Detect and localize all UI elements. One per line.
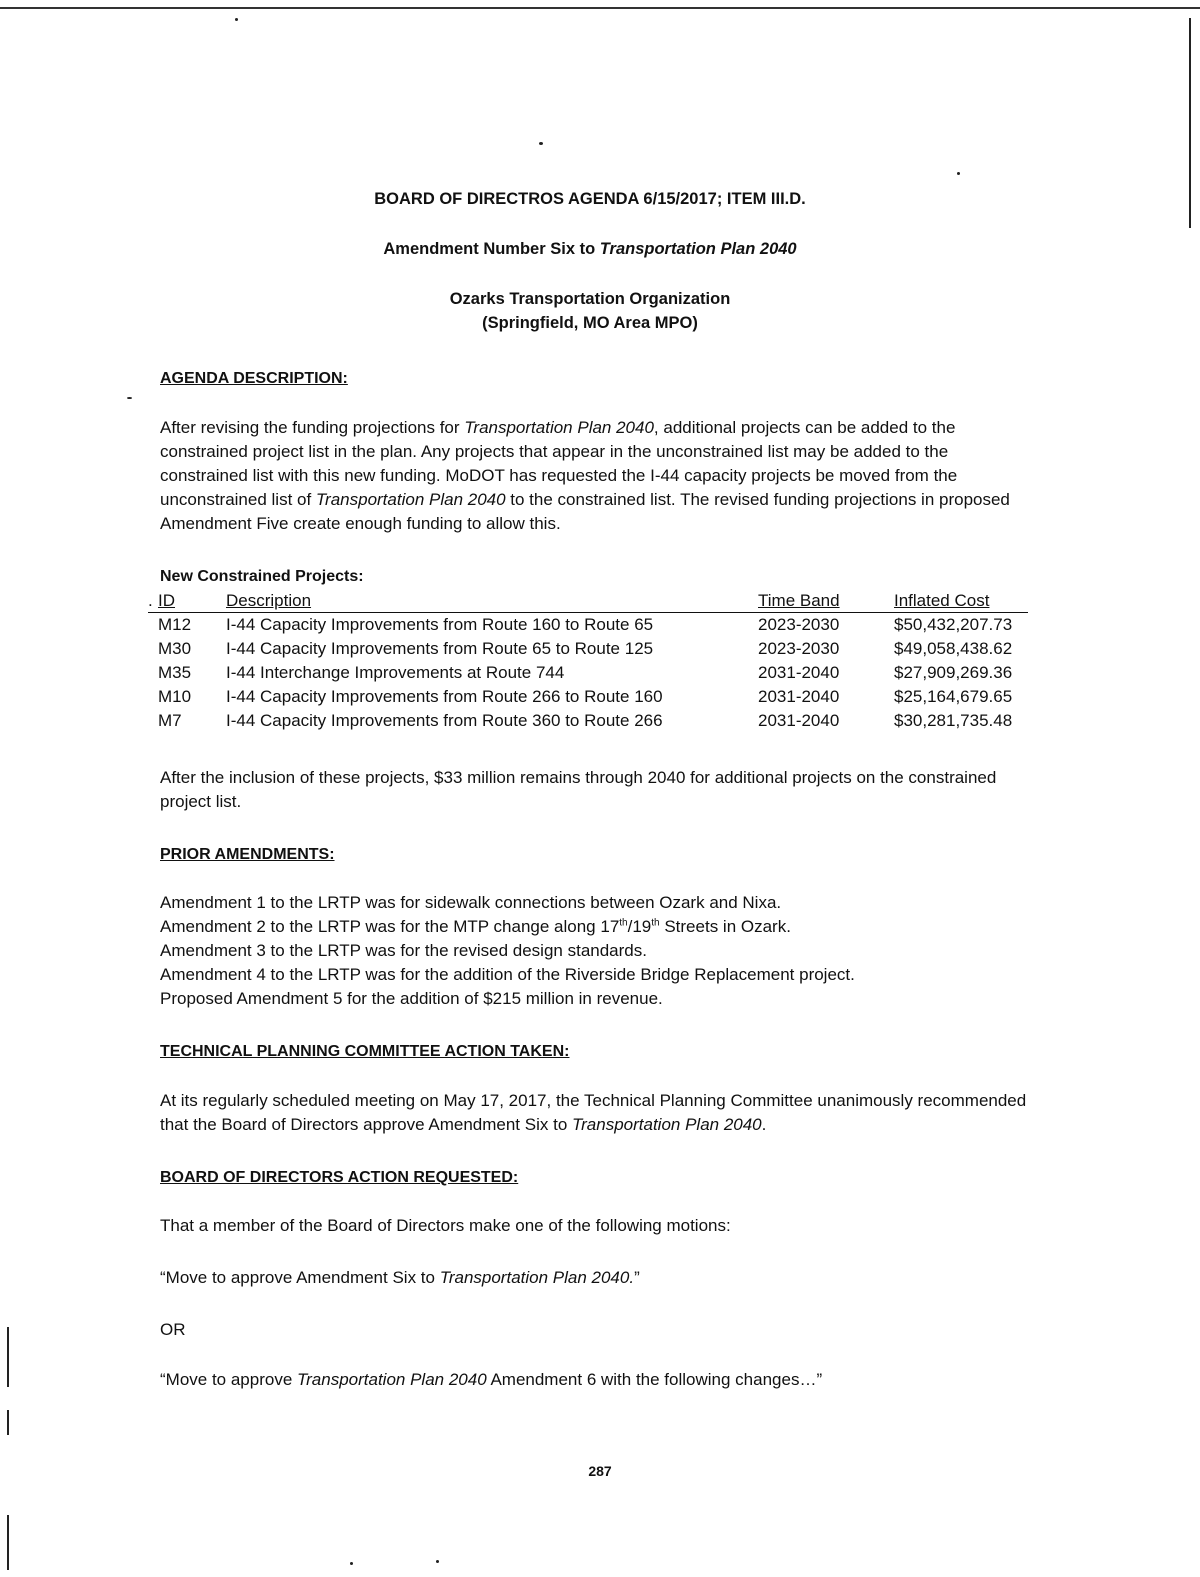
amendment-2-sup: th (619, 917, 628, 929)
prior-amendments-title: PRIOR AMENDMENTS: (160, 846, 335, 863)
org-heading (0, 290, 1180, 309)
board-action-title: BOARD OF DIRECTORS ACTION REQUESTED: (160, 1169, 519, 1186)
scan-margin-mark (7, 1410, 9, 1435)
col-description-header: Description (226, 591, 312, 610)
table-row (148, 637, 1028, 661)
agenda-heading (0, 190, 1180, 209)
project-description: I-44 Capacity Improvements from Route 65 to Route 125 (226, 639, 654, 658)
project-time-band: 2031-2040 (758, 663, 840, 682)
or-separator: OR (160, 1320, 186, 1339)
projects-table (148, 590, 1028, 733)
scan-speck (436, 1560, 439, 1563)
col-time-band-header: Time Band (758, 591, 840, 610)
project-cost: $50,432,207.73 (894, 615, 1013, 634)
tpc-action-title: TECHNICAL PLANNING COMMITTEE ACTION TAKEN: (160, 1043, 570, 1060)
project-cost: $49,058,438.62 (894, 639, 1013, 658)
project-cost: $27,909,269.36 (894, 663, 1013, 682)
project-description: I-44 Capacity Improvements from Route 360 to Route 266 (226, 711, 663, 730)
scan-edge-line (0, 7, 1200, 9)
scan-dot: . (148, 591, 153, 610)
project-id: M35 (158, 663, 192, 682)
project-id: M12 (158, 615, 192, 634)
agenda-plan-name-2: Transportation Plan 2040 (315, 490, 506, 509)
table-row (148, 709, 1028, 733)
project-cost: $30,281,735.48 (894, 711, 1013, 730)
amendment-plan-name: Transportation Plan 2040 (599, 240, 797, 258)
amendment-2-sup: th (651, 917, 660, 929)
motion2-plan-name: Transportation Plan 2040 (297, 1370, 487, 1389)
motion-approve-with-changes (160, 1368, 1040, 1392)
funding-remaining-paragraph: After the inclusion of these projects, $33 million remains through 2040 for additional projects on the constrained project list. (160, 768, 997, 811)
motion2-text-b: Amendment 6 with the following changes…” (486, 1370, 823, 1389)
agenda-description-paragraph (160, 416, 1040, 536)
projects-table-header (148, 590, 1028, 613)
project-id: M7 (158, 711, 182, 730)
projects-caption: New Constrained Projects: (160, 568, 364, 585)
project-time-band: 2031-2040 (758, 687, 840, 706)
col-inflated-cost-header: Inflated Cost (894, 591, 990, 610)
org-sub: (Springfield, MO Area MPO) (482, 314, 698, 332)
project-cost: $25,164,679.65 (894, 687, 1013, 706)
amendment-heading (0, 240, 1180, 259)
project-time-band: 2031-2040 (758, 711, 840, 730)
motion-approve (160, 1266, 1040, 1290)
table-row (148, 661, 1028, 685)
tpc-action-paragraph (160, 1089, 1040, 1137)
project-description: I-44 Capacity Improvements from Route 266 to Route 160 (226, 687, 663, 706)
list-item (160, 915, 1040, 939)
amendment-2-text-b: /19 (627, 917, 652, 936)
tpc-text-b: . (761, 1115, 767, 1134)
tpc-plan-name: Transportation Plan 2040 (572, 1115, 762, 1134)
scan-margin-mark (1189, 18, 1191, 228)
amendment-2-text-c: Streets in Ozark. (659, 917, 791, 936)
motion2-text-a: “Move to approve (160, 1370, 298, 1389)
scan-speck (235, 18, 238, 21)
scan-speck (127, 397, 132, 399)
board-action-intro: That a member of the Board of Directors make one of the following motions: (160, 1216, 731, 1235)
scan-margin-mark (7, 1327, 9, 1387)
scan-speck (539, 142, 543, 145)
list-item: Amendment 3 to the LRTP was for the revised design standards. (160, 941, 647, 960)
agenda-plan-name: Transportation Plan 2040 (464, 418, 654, 437)
scan-margin-mark (7, 1515, 9, 1570)
project-time-band: 2023-2030 (758, 615, 840, 634)
table-row (148, 685, 1028, 709)
agenda-text-c: to the constrained list. The revised funding projections in proposed Amendment Five create enough funding to allow this. (160, 490, 1010, 533)
agenda-text-a: After revising the funding projections for (160, 418, 465, 437)
motion1-plan-name: Transportation Plan 2040. (439, 1268, 635, 1287)
project-description: I-44 Capacity Improvements from Route 160 to Route 65 (226, 615, 654, 634)
list-item: Amendment 4 to the LRTP was for the addition of the Riverside Bridge Replacement project. (160, 965, 855, 984)
table-row (148, 613, 1028, 637)
agenda-heading-text: BOARD OF DIRECTROS AGENDA 6/15/2017; ITEM III.D. (374, 190, 806, 208)
amendment-2-text-a: Amendment 2 to the LRTP was for the MTP change along 17 (160, 917, 620, 936)
amendment-prefix: Amendment Number Six to (383, 240, 600, 258)
agenda-text-b: , additional projects can be added to the constrained project list in the plan. Any projects that appear in the unconstrained list may be added to the constrained list with this new funding. MoDOT has requested the I-44 capacity projects be moved from the unconstrained list of (160, 418, 958, 509)
agenda-description-title: AGENDA DESCRIPTION: (160, 370, 348, 387)
scan-speck (957, 172, 960, 175)
tpc-text-a: At its regularly scheduled meeting on May 17, 2017, the Technical Planning Committee unanimously recommended that the Board of Directors approve Amendment Six to (160, 1091, 1027, 1134)
project-description: I-44 Interchange Improvements at Route 744 (226, 663, 565, 682)
org-subheading (0, 314, 1180, 333)
project-id: M10 (158, 687, 192, 706)
project-id: M30 (158, 639, 192, 658)
page-number: 287 (588, 1463, 612, 1479)
motion1-text-b: ” (634, 1268, 640, 1287)
list-item: Proposed Amendment 5 for the addition of $215 million in revenue. (160, 989, 663, 1008)
motion1-text-a: “Move to approve Amendment Six to (160, 1268, 440, 1287)
scan-speck (350, 1562, 353, 1565)
list-item: Amendment 1 to the LRTP was for sidewalk connections between Ozark and Nixa. (160, 893, 782, 912)
col-id-header: ID (158, 591, 175, 610)
org-name: Ozarks Transportation Organization (449, 290, 731, 308)
project-time-band: 2023-2030 (758, 639, 840, 658)
prior-amendments-list (160, 891, 1040, 1011)
